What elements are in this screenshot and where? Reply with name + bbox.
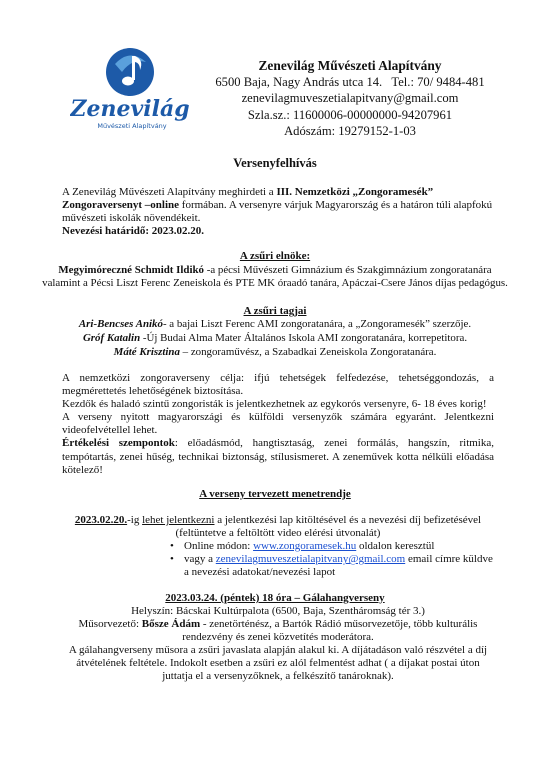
- intro-text-2: formában. A versenyre várjuk Magyarország és a határon túli alapfokú művészeti iskolák növendékeit.: [62, 199, 493, 225]
- method-online-text-b: oldalon keresztül: [356, 540, 435, 552]
- registration-date: 2023.02.20.: [74, 514, 128, 526]
- method-email: [170, 553, 500, 579]
- host-name: Bősze Ádám: [141, 618, 201, 631]
- jury-member-3-name: Máté Krisztina: [113, 346, 180, 358]
- bullet-icon: •: [170, 540, 174, 552]
- org-address: 6500 Baja, Nagy András utca 14. Tel.: 70/ 9484-481: [215, 75, 485, 90]
- criteria-label: Értékelési szempontok: [62, 437, 175, 450]
- method-email-text-b: email címre küldve a nevezési adatokat/nevezési lapot: [184, 553, 493, 579]
- logo-tagline-text: Művészeti Alapítvány: [97, 122, 167, 130]
- org-name: Zenevilág Művészeti Alapítvány: [258, 58, 442, 73]
- foundation-logo: [70, 44, 190, 134]
- schedule-heading: A verseny tervezett menetrendje: [199, 488, 351, 500]
- org-email: zenevilagmuveszetialapitvany@gmail.com: [241, 91, 459, 106]
- jury-member-3: [40, 346, 510, 359]
- host-label: Műsorvezető:: [78, 618, 142, 631]
- criteria-text: : előadásmód, hangtisztaság, zenei formálás, hangszín, ritmika, tempótartás, zenei hűség, technikai biztonság, stílusismeret. A zeneművek kotta nélküli előadása kötelező!: [62, 437, 494, 476]
- jury-chair-heading: A zsűri elnöke:: [239, 250, 311, 262]
- gala-details: [62, 605, 494, 684]
- jury-chair-name: Megyimóreczné Schmidt Ildikó: [58, 264, 204, 276]
- logo-brand-text: Zenevilág: [70, 96, 190, 122]
- org-header: [200, 58, 500, 139]
- registration-methods: [170, 540, 500, 580]
- goals-paragraph-2: Kezdők és haladó szintű zongoristák is jelentkezhetnek az egykorós versenyre, 6- 18 éves korig!: [62, 398, 487, 411]
- website-link[interactable]: www.zongoramesek.hu: [253, 540, 357, 552]
- jury-member-2: [40, 332, 510, 345]
- document-title: Versenyfelhívás: [233, 156, 317, 170]
- org-tax-number: Adószám: 19279152-1-03: [284, 123, 416, 138]
- method-email-text-a: vagy a: [184, 553, 216, 566]
- registration-deadline: [62, 514, 494, 540]
- registration-link[interactable]: lehet jelentkezni: [142, 514, 215, 526]
- jury-member-1: [40, 318, 510, 331]
- intro-text-1: A Zenevilág Művészeti Alapítvány meghirdeti a: [62, 186, 277, 198]
- gala-venue: Helyszín: Bácskai Kultúrpalota (6500, Baja, Szentháromság tér 3.): [131, 605, 425, 617]
- intro-paragraph: [62, 186, 494, 238]
- gala-host: [62, 618, 494, 644]
- gala-info: A gálahangverseny műsora a zsűri javaslata alapján alakul ki. A díjátadáson való részvétel a díj átvételének feltétele. Indokolt esetben a zsűri ez alól felmentést adhat ( a díjakat postai úton juttatja el a versenyzőknek, a felkészítő tanároknak).: [68, 644, 488, 683]
- registration-note: (feltüntetve a feltöltött video elérési útvonalát): [175, 527, 381, 540]
- logo-note-head: [122, 77, 134, 86]
- method-online-text-a: Online módon:: [184, 540, 254, 552]
- entry-deadline: Nevezési határidő: 2023.02.20.: [62, 225, 205, 238]
- goals-section: [62, 372, 494, 477]
- jury-member-2-desc: -Új Budai Alma Mater Általános Iskola AMI zongoratanára, korrepetitora.: [140, 332, 468, 344]
- host-desc: - zenetörténész, a Bartók Rádió műsorvezetője, több kulturális rendezvény és zenei közvetítés moderátora.: [182, 618, 478, 644]
- bullet-icon: •: [170, 553, 174, 566]
- email-link[interactable]: zenevilagmuveszetialapitvany@gmail.com: [215, 553, 406, 566]
- logo-circle: [106, 48, 154, 96]
- logo-note-stem: [132, 56, 135, 80]
- jury-member-2-name: Gróf Katalin: [82, 332, 141, 344]
- music-note-logo-icon: [70, 44, 190, 134]
- jury-member-3-desc: – zongoraművész, a Szabadkai Zeneiskola Zongoratanára.: [179, 346, 437, 358]
- gala-heading: 2023.03.24. (péntek) 18 óra – Gálahangverseny: [165, 592, 385, 604]
- org-bank-account: Szla.sz.: 11600006-00000000-94207961: [247, 107, 453, 122]
- registration-text-b: a jelentkezési lap kitöltésével és a nevezési díj befizetésével: [214, 514, 482, 526]
- evaluation-criteria: [62, 437, 494, 476]
- jury-member-1-desc: - a bajai Liszt Ferenc AMI zongoratanára, a „Zongoramesék” szerzője.: [162, 318, 472, 330]
- goals-paragraph-1: A nemzetközi zongoraverseny célja: ifjú tehetségek felfedezése, tehetséggondozás, a megmérettetés lehetőségének biztosítása.: [62, 372, 494, 398]
- method-online: [170, 540, 500, 553]
- goals-paragraph-3: A verseny nyitott magyarországi és külföldi versenyzők számára egyaránt. Jelentkezni videofelvétellel lehet.: [62, 411, 494, 437]
- jury-chair: [40, 264, 510, 290]
- registration-text-a: -ig: [127, 514, 143, 526]
- competition-name: III. Nemzetközi „Zongoramesék”: [276, 186, 434, 198]
- jury-chair-desc: -a pécsi Művészeti Gimnázium és Szakgimnázium zongoratanára valamint a Pécsi Liszt Ferenc Zeneiskola és PTE MK óraadó tanára, Apáczai-Csere János díjas pedagógus.: [42, 264, 508, 289]
- competition-format: Zongoraversenyt –online: [62, 199, 180, 212]
- jury-member-1-name: Ari-Bencses Anikó: [78, 318, 163, 330]
- jury-members-heading: A zsűri tagjai: [243, 305, 307, 317]
